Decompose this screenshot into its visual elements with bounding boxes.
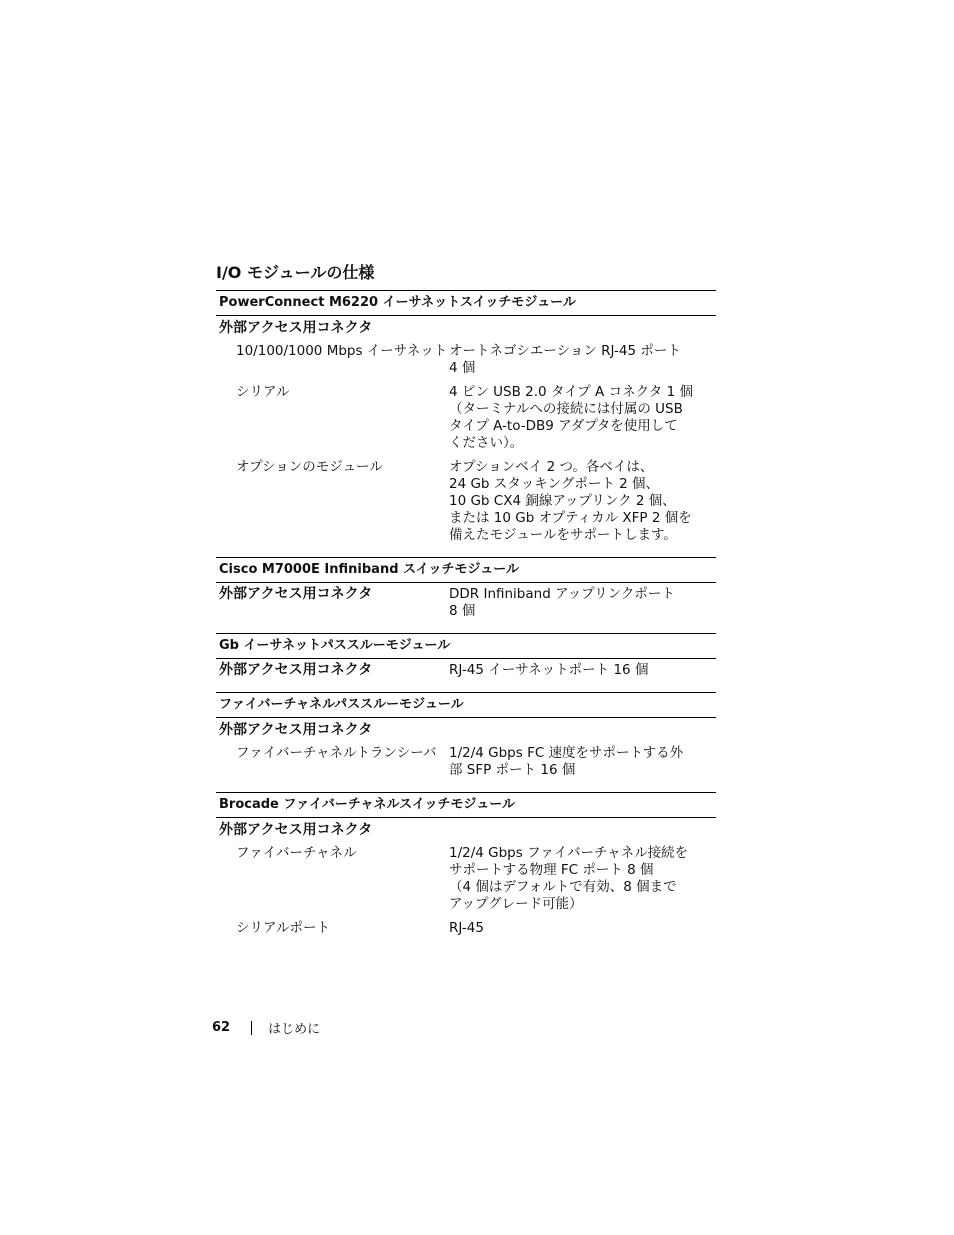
section-header: PowerConnect M6220 イーサネットスイッチモジュール: [216, 290, 716, 316]
group-label: 外部アクセス用コネクタ: [219, 822, 373, 838]
spec-key: シリアルポート: [236, 920, 330, 936]
spec-value: 4 ピン USB 2.0 タイプ A コネクタ 1 個 （ターミナルへの接続には付属の USB タイプ A-to-DB9 アダプタを使用して ください）。: [449, 384, 693, 451]
spec-row: [216, 381, 716, 456]
spec-row: [216, 917, 716, 941]
spec-value: RJ-45: [449, 920, 484, 936]
spec-value: 1/2/4 Gbps ファイバーチャネル接続を サポートする物理 FC ポート 8 個 （4 個はデフォルトで有効、8 個まで アップグレード可能）: [449, 845, 689, 912]
spec-value: RJ-45 イーサネットポート 16 個: [449, 662, 649, 678]
page-number: 62: [212, 1020, 231, 1035]
page-footer: [212, 1018, 320, 1037]
group-label: 外部アクセス用コネクタ: [219, 586, 373, 602]
spec-key: 10/100/1000 Mbps イーサネット: [236, 343, 448, 359]
section-header: ファイバーチャネルパススルーモジュール: [216, 692, 716, 718]
section-gb-passthrough: [216, 633, 716, 692]
spec-row: [216, 842, 716, 917]
footer-divider: [251, 1021, 252, 1035]
spec-value: DDR Infiniband アップリンクポート 8 個: [449, 586, 675, 619]
section-header: Brocade ファイバーチャネルスイッチモジュール: [216, 792, 716, 818]
section-header: Cisco M7000E Infiniband スイッチモジュール: [216, 557, 716, 583]
spec-row: [216, 742, 716, 783]
spec-key: シリアル: [236, 384, 290, 400]
section-fc-passthrough: [216, 692, 716, 792]
section-brocade: [216, 792, 716, 941]
spec-table: [216, 290, 716, 941]
spec-row: [216, 583, 716, 624]
chapter-title: はじめに: [268, 1022, 321, 1037]
page-title: I/O モジュールの仕様: [216, 263, 375, 282]
spec-row: [216, 340, 716, 381]
spec-row: [216, 456, 716, 548]
spec-key: ファイバーチャネルトランシーバ: [236, 745, 437, 761]
group-label: 外部アクセス用コネクタ: [219, 320, 373, 336]
spec-row: [216, 659, 716, 683]
section-header: Gb イーサネットパススルーモジュール: [216, 633, 716, 659]
spec-key: ファイバーチャネル: [236, 845, 357, 861]
section-powerconnect: [216, 290, 716, 557]
group-label: 外部アクセス用コネクタ: [219, 662, 373, 678]
spec-value: オートネゴシエーション RJ-45 ポート 4 個: [449, 343, 681, 376]
spec-value: オプションベイ 2 つ。各ベイは、 24 Gb スタッキングポート 2 個、 10 Gb CX4 銅線アップリンク 2 個、 または 10 Gb オプティカル XFP 2 個を 備えたモジュールをサポートします。: [449, 459, 692, 543]
group-label: 外部アクセス用コネクタ: [219, 722, 373, 738]
spec-value: 1/2/4 Gbps FC 速度をサポートする外 部 SFP ポート 16 個: [449, 745, 684, 778]
section-cisco: [216, 557, 716, 633]
spec-key: オプションのモジュール: [236, 459, 383, 475]
